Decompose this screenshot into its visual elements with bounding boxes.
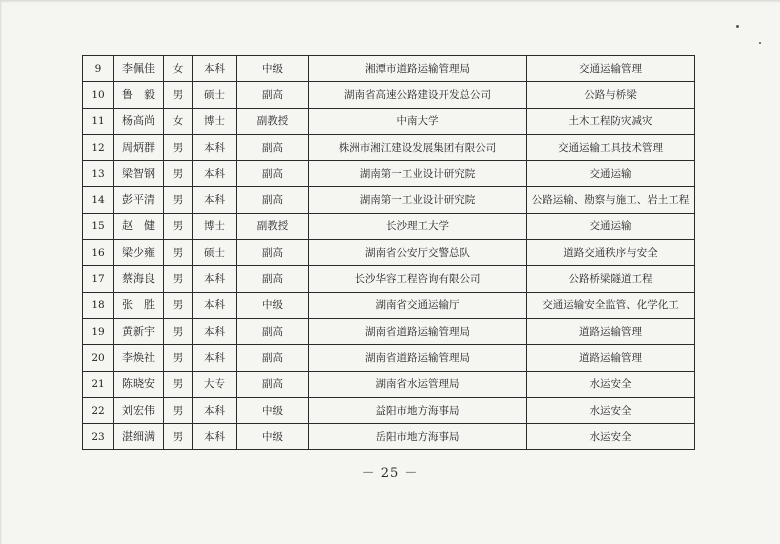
employer-cell: 湖南省道路运输管理局 — [309, 345, 527, 371]
specialty-cell: 交通运输 — [527, 213, 695, 239]
name-cell: 黄新宇 — [114, 318, 164, 344]
table-row — [83, 56, 695, 82]
name-cell: 杨高尚 — [114, 108, 164, 134]
employer-cell: 湖南第一工业设计研究院 — [309, 187, 527, 213]
table-row — [83, 292, 695, 318]
employer-cell: 湖南省公安厅交警总队 — [309, 240, 527, 266]
education-cell: 博士 — [193, 213, 237, 239]
education-cell: 本科 — [193, 187, 237, 213]
professional-title-cell: 中级 — [237, 56, 309, 82]
education-cell: 本科 — [193, 161, 237, 187]
employer-cell: 湘潭市道路运输管理局 — [309, 56, 527, 82]
professional-title-cell: 中级 — [237, 292, 309, 318]
name-cell: 李佩佳 — [114, 56, 164, 82]
professional-title-cell: 副高 — [237, 240, 309, 266]
gender-cell: 女 — [164, 108, 193, 134]
specialty-cell: 交通运输安全监管、化学化工 — [527, 292, 695, 318]
table-row — [83, 266, 695, 292]
scan-edge-top — [0, 0, 780, 3]
employer-cell: 长沙华容工程咨询有限公司 — [309, 266, 527, 292]
name-cell: 鲁 毅 — [114, 82, 164, 108]
name-cell: 刘宏伟 — [114, 397, 164, 423]
table-row — [83, 213, 695, 239]
professional-title-cell: 副高 — [237, 318, 309, 344]
table-row — [83, 134, 695, 160]
table-row — [83, 318, 695, 344]
gender-cell: 男 — [164, 240, 193, 266]
row-number-cell: 17 — [83, 266, 114, 292]
education-cell: 硕士 — [193, 240, 237, 266]
table-row — [83, 108, 695, 134]
scan-speck — [759, 42, 761, 44]
education-cell: 本科 — [193, 318, 237, 344]
scan-speck — [736, 25, 739, 28]
professional-title-cell: 副高 — [237, 371, 309, 397]
gender-cell: 男 — [164, 134, 193, 160]
row-number-cell: 10 — [83, 82, 114, 108]
table-row — [83, 187, 695, 213]
gender-cell: 男 — [164, 397, 193, 423]
row-number-cell: 15 — [83, 213, 114, 239]
employer-cell: 湖南第一工业设计研究院 — [309, 161, 527, 187]
name-cell: 梁少雍 — [114, 240, 164, 266]
row-number-cell: 19 — [83, 318, 114, 344]
specialty-cell: 水运安全 — [527, 371, 695, 397]
professional-title-cell: 副高 — [237, 82, 309, 108]
education-cell: 硕士 — [193, 82, 237, 108]
education-cell: 大专 — [193, 371, 237, 397]
education-cell: 博士 — [193, 108, 237, 134]
gender-cell: 男 — [164, 424, 193, 450]
specialty-cell: 公路桥梁隧道工程 — [527, 266, 695, 292]
row-number-cell: 20 — [83, 345, 114, 371]
gender-cell: 男 — [164, 371, 193, 397]
education-cell: 本科 — [193, 56, 237, 82]
specialty-cell: 交通运输 — [527, 161, 695, 187]
name-cell: 周炳群 — [114, 134, 164, 160]
table-row — [83, 345, 695, 371]
employer-cell: 湖南省水运管理局 — [309, 371, 527, 397]
professional-title-cell: 副高 — [237, 134, 309, 160]
name-cell: 蔡海良 — [114, 266, 164, 292]
name-cell: 陈晓安 — [114, 371, 164, 397]
gender-cell: 男 — [164, 187, 193, 213]
specialty-cell: 水运安全 — [527, 397, 695, 423]
education-cell: 本科 — [193, 345, 237, 371]
specialty-cell: 道路交通秩序与安全 — [527, 240, 695, 266]
specialty-cell: 土木工程防灾减灾 — [527, 108, 695, 134]
professional-title-cell: 副高 — [237, 187, 309, 213]
gender-cell: 男 — [164, 161, 193, 187]
professional-title-cell: 副教授 — [237, 213, 309, 239]
table-row — [83, 424, 695, 450]
table-row — [83, 161, 695, 187]
specialty-cell: 公路与桥梁 — [527, 82, 695, 108]
professional-title-cell: 副教授 — [237, 108, 309, 134]
row-number-cell: 18 — [83, 292, 114, 318]
employer-cell: 益阳市地方海事局 — [309, 397, 527, 423]
employer-cell: 株洲市湘江建设发展集团有限公司 — [309, 134, 527, 160]
employer-cell: 湖南省高速公路建设开发总公司 — [309, 82, 527, 108]
gender-cell: 男 — [164, 292, 193, 318]
page-number: － 25 － — [361, 466, 419, 481]
professional-title-cell: 副高 — [237, 266, 309, 292]
row-number-cell: 21 — [83, 371, 114, 397]
professional-title-cell: 中级 — [237, 424, 309, 450]
name-cell: 张 胜 — [114, 292, 164, 318]
specialty-cell: 交通运输管理 — [527, 56, 695, 82]
expert-roster-table — [82, 55, 695, 450]
employer-cell: 长沙理工大学 — [309, 213, 527, 239]
professional-title-cell: 副高 — [237, 161, 309, 187]
gender-cell: 男 — [164, 318, 193, 344]
row-number-cell: 9 — [83, 56, 114, 82]
education-cell: 本科 — [193, 292, 237, 318]
name-cell: 梁智钢 — [114, 161, 164, 187]
employer-cell: 湖南省道路运输管理局 — [309, 318, 527, 344]
gender-cell: 男 — [164, 345, 193, 371]
name-cell: 赵 健 — [114, 213, 164, 239]
specialty-cell: 道路运输管理 — [527, 318, 695, 344]
table-row — [83, 371, 695, 397]
gender-cell: 男 — [164, 213, 193, 239]
gender-cell: 男 — [164, 266, 193, 292]
table-row — [83, 240, 695, 266]
name-cell: 彭平清 — [114, 187, 164, 213]
education-cell: 本科 — [193, 397, 237, 423]
employer-cell: 湖南省交通运输厅 — [309, 292, 527, 318]
professional-title-cell: 中级 — [237, 397, 309, 423]
table-row — [83, 82, 695, 108]
specialty-cell: 公路运输、勘察与施工、岩土工程 — [527, 187, 695, 213]
education-cell: 本科 — [193, 266, 237, 292]
row-number-cell: 11 — [83, 108, 114, 134]
name-cell: 湛细满 — [114, 424, 164, 450]
gender-cell: 女 — [164, 56, 193, 82]
education-cell: 本科 — [193, 424, 237, 450]
gender-cell: 男 — [164, 82, 193, 108]
row-number-cell: 22 — [83, 397, 114, 423]
roster-body — [83, 56, 695, 450]
specialty-cell: 道路运输管理 — [527, 345, 695, 371]
row-number-cell: 13 — [83, 161, 114, 187]
row-number-cell: 12 — [83, 134, 114, 160]
employer-cell: 中南大学 — [309, 108, 527, 134]
row-number-cell: 23 — [83, 424, 114, 450]
row-number-cell: 14 — [83, 187, 114, 213]
professional-title-cell: 副高 — [237, 345, 309, 371]
education-cell: 本科 — [193, 134, 237, 160]
name-cell: 李焕社 — [114, 345, 164, 371]
specialty-cell: 交通运输工具技术管理 — [527, 134, 695, 160]
specialty-cell: 水运安全 — [527, 424, 695, 450]
employer-cell: 岳阳市地方海事局 — [309, 424, 527, 450]
table-row — [83, 397, 695, 423]
row-number-cell: 16 — [83, 240, 114, 266]
